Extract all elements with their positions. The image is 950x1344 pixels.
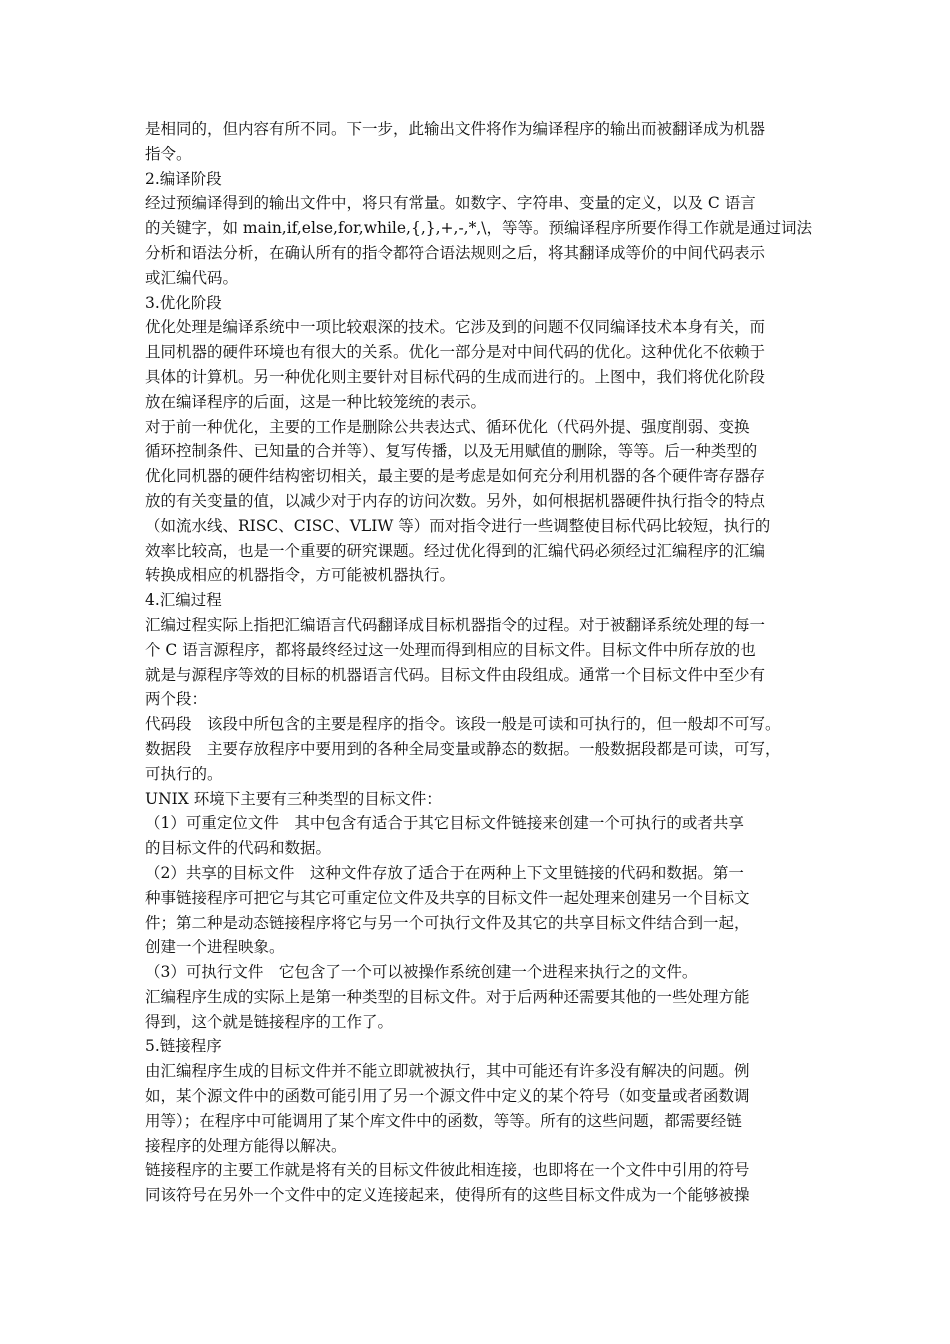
text-line: 优化处理是编译系统中一项比较艰深的技术。它涉及到的问题不仅同编译技术本身有关，而 <box>145 318 766 337</box>
text-line: （3）可执行文件 它包含了一个可以被操作系统创建一个进程来执行之的文件。 <box>145 963 698 982</box>
document-page <box>145 117 813 1208</box>
text-line: （1）可重定位文件 其中包含有适合于其它目标文件链接来创建一个可执行的或者共享 <box>145 814 744 833</box>
section-heading: 4.汇编过程 <box>145 591 222 610</box>
text-line: 两个段： <box>145 690 208 709</box>
text-line: 或汇编代码。 <box>145 268 239 287</box>
text-line: 代码段 该段中所包含的主要是程序的指令。该段一般是可读和可执行的，但一般却不可写。 <box>145 715 781 734</box>
text-line: （如流水线、RISC、CISC、VLIW 等）而对指令进行一些调整使目标代码比较短，执行的 <box>145 516 771 535</box>
text-line: 经过预编译得到的输出文件中，将只有常量。如数字、字符串、变量的定义，以及 C 语言 <box>145 194 756 213</box>
section-heading: 3.优化阶段 <box>145 293 222 312</box>
text-line: 可执行的。 <box>145 764 223 783</box>
section-heading: 2.编译阶段 <box>145 169 222 188</box>
text-line: 优化同机器的硬件结构密切相关，最主要的是考虑是如何充分利用机器的各个硬件寄存器存 <box>145 467 766 486</box>
text-line: 指令。 <box>145 144 192 163</box>
text-line: 如，某个源文件中的函数可能引用了另一个源文件中定义的某个符号（如变量或者函数调 <box>145 1087 750 1106</box>
text-line: 同该符号在另外一个文件中的定义连接起来，使得所有的这些目标文件成为一个能够被操 <box>145 1186 750 1205</box>
text-line: 效率比较高，也是一个重要的研究课题。经过优化得到的汇编代码必须经过汇编程序的汇编 <box>145 541 766 560</box>
text-line: UNIX 环境下主要有三种类型的目标文件： <box>145 789 442 808</box>
text-line: 转换成相应的机器指令，方可能被机器执行。 <box>145 566 456 585</box>
text-line: 循环控制条件、已知量的合并等）、复写传播，以及无用赋值的删除，等等。后一种类型的 <box>145 442 758 461</box>
text-line: 具体的计算机。另一种优化则主要针对目标代码的生成而进行的。上图中，我们将优化阶段 <box>145 367 766 386</box>
text-line: 种事链接程序可把它与其它可重定位文件及共享的目标文件一起处理来创建另一个目标文 <box>145 888 750 907</box>
text-line: 件；第二种是动态链接程序将它与另一个可执行文件及其它的共享目标文件结合到一起， <box>145 913 750 932</box>
section-heading: 5.链接程序 <box>145 1037 222 1056</box>
text-line: 且同机器的硬件环境也有很大的关系。优化一部分是对中间代码的优化。这种优化不依赖于 <box>145 343 766 362</box>
text-line: 的关键字，如 main,if,else,for,while,{,},+,-,*,\，等等。预编译程序所要作得工作就是通过词法 <box>145 219 813 238</box>
text-line: 就是与源程序等效的目标的机器语言代码。目标文件由段组成。通常一个目标文件中至少有 <box>145 665 766 684</box>
text-line: 链接程序的主要工作就是将有关的目标文件彼此相连接，也即将在一个文件中引用的符号 <box>145 1161 750 1180</box>
text-line: 汇编过程实际上指把汇编语言代码翻译成目标机器指令的过程。对于被翻译系统处理的每一 <box>145 615 766 634</box>
text-line: 数据段 主要存放程序中要用到的各种全局变量或静态的数据。一般数据段都是可读，可写， <box>145 739 781 758</box>
text-line: 得到，这个就是链接程序的工作了。 <box>145 1012 394 1031</box>
text-line: 分析和语法分析，在确认所有的指令都符合语法规则之后，将其翻译成等价的中间代码表示 <box>145 243 766 262</box>
text-line: 是相同的，但内容有所不同。下一步，此输出文件将作为编译程序的输出而被翻译成为机器 <box>145 120 766 138</box>
text-line: 用等）；在程序中可能调用了某个库文件中的函数，等等。所有的这些问题，都需要经链 <box>145 1111 742 1130</box>
text-line: 放在编译程序的后面，这是一种比较笼统的表示。 <box>145 392 487 411</box>
text-line: 由汇编程序生成的目标文件并不能立即就被执行，其中可能还有许多没有解决的问题。例 <box>145 1062 750 1081</box>
text-line: 创建一个进程映象。 <box>145 938 285 957</box>
text-line: 放的有关变量的值，以减少对于内存的访问次数。另外，如何根据机器硬件执行指令的特点 <box>145 491 766 510</box>
text-line: 汇编程序生成的实际上是第一种类型的目标文件。对于后两种还需要其他的一些处理方能 <box>145 987 750 1006</box>
text-line: 对于前一种优化，主要的工作是删除公共表达式、循环优化（代码外提、强度削弱、变换 <box>145 417 750 436</box>
text-line: （2）共享的目标文件 这种文件存放了适合于在两种上下文里链接的代码和数据。第一 <box>145 863 744 882</box>
text-line: 的目标文件的代码和数据。 <box>145 839 332 858</box>
text-line: 个 C 语言源程序，都将最终经过这一处理而得到相应的目标文件。目标文件中所存放的也 <box>145 640 756 659</box>
text-line: 接程序的处理方能得以解决。 <box>145 1136 347 1155</box>
